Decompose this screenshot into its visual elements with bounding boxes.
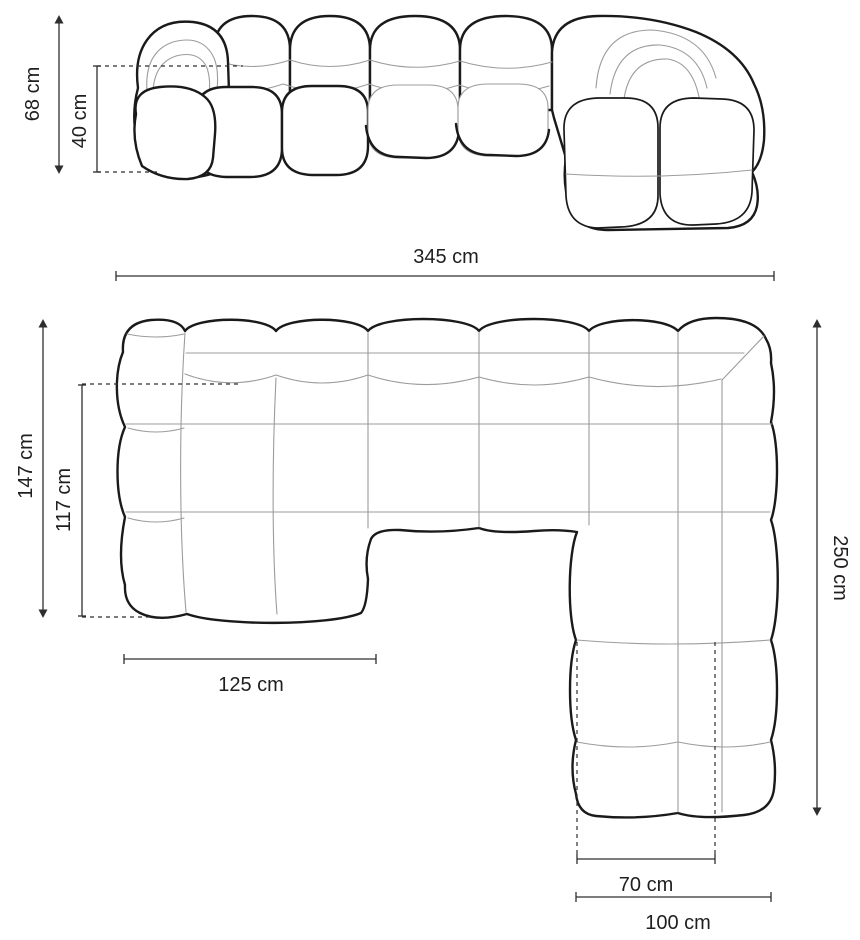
arrow-down-icon	[39, 610, 48, 619]
arrow-up-icon	[39, 319, 48, 328]
arrow-up-icon	[55, 15, 64, 24]
arrow-down-icon	[55, 166, 64, 175]
dimension-total-depth-left	[15, 319, 48, 618]
front-armrest-bubble	[134, 86, 215, 179]
front-chaise-cushion	[660, 98, 754, 225]
front-total-height-label: 68 cm	[22, 66, 44, 122]
top-total-depth-right-label: 250 cm	[829, 535, 851, 601]
top-total-depth-left-label: 147 cm	[15, 433, 37, 499]
front-seat-cushion	[458, 84, 548, 156]
dimension-total-width	[116, 246, 774, 281]
dimension-chaise-width-left	[124, 654, 376, 696]
top-chaise-seat-width-label: 70 cm	[618, 874, 674, 896]
front-chaise-cushion	[564, 98, 658, 228]
dimension-total-depth-right	[813, 319, 852, 816]
top-chaise-width-left-label: 125 cm	[218, 674, 284, 696]
dimension-total-height	[22, 15, 64, 174]
arrow-down-icon	[813, 808, 822, 817]
sofa-front-view-drawing	[134, 16, 764, 230]
sofa-top-view-drawing	[117, 318, 778, 817]
front-total-width-label: 345 cm	[413, 246, 479, 268]
top-seat-depth-left-label: 117 cm	[53, 467, 75, 533]
front-seat-height-label: 40 cm	[69, 93, 91, 149]
front-seat-cushion	[368, 85, 458, 158]
dimension-chaise-total-width	[576, 892, 771, 934]
front-seat-cushion	[282, 86, 368, 175]
arrow-up-icon	[813, 319, 822, 328]
top-chaise-total-width-label: 100 cm	[645, 912, 711, 934]
